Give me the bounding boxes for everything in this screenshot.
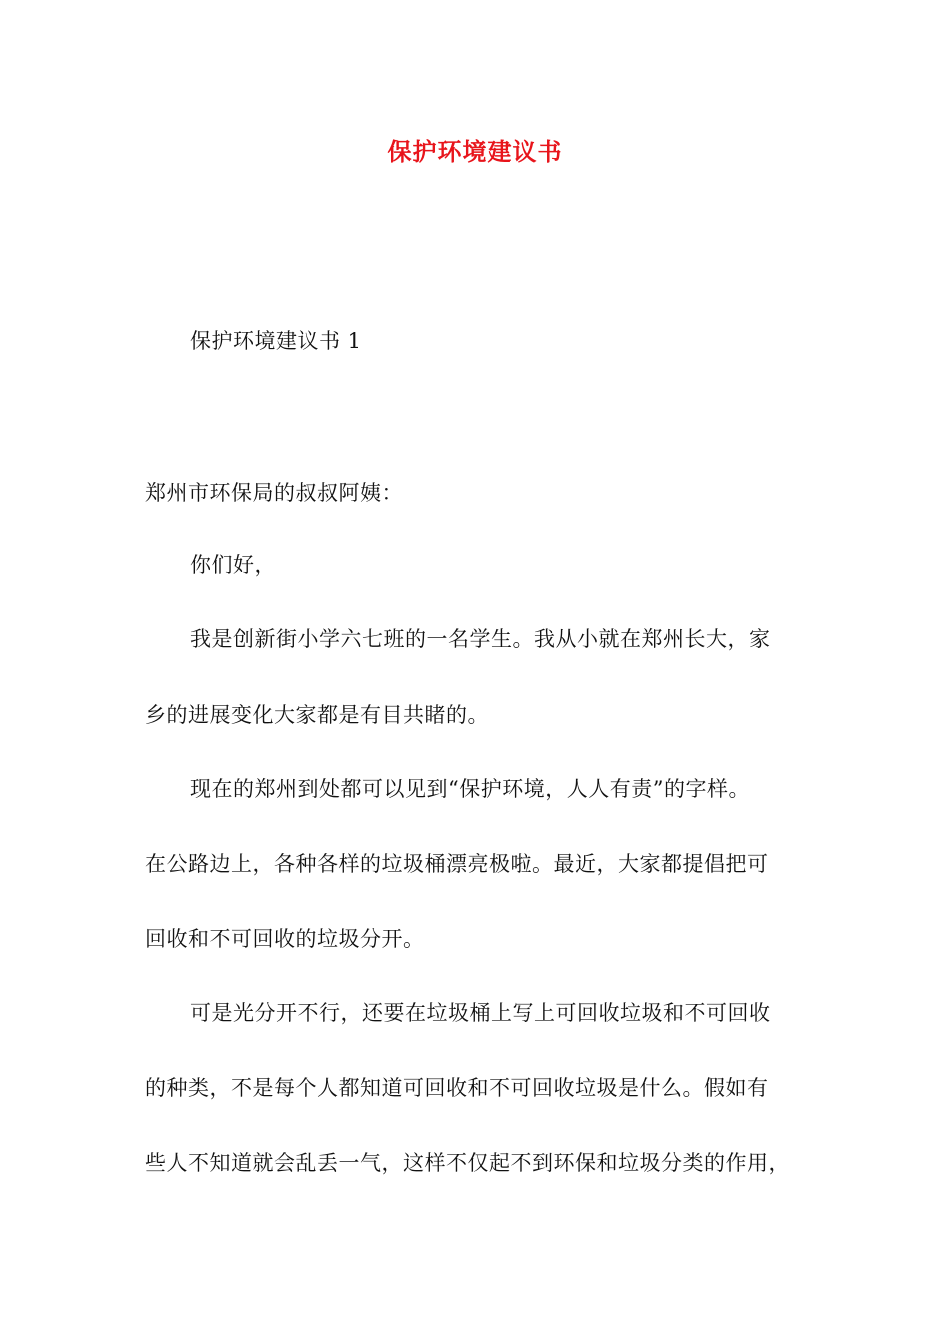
paragraph-line: 现在的郑州到处都可以见到“保护环境，人人有责”的字样。 xyxy=(190,777,750,801)
salutation: 郑州市环保局的叔叔阿姨： xyxy=(145,481,403,505)
paragraph-line: 回收和不可回收的垃圾分开。 xyxy=(145,927,425,951)
document-title: 保护环境建议书 xyxy=(387,137,563,166)
section-heading: 保护环境建议书 1 xyxy=(190,329,362,353)
paragraph-line: 我是创新街小学六七班的一名学生。我从小就在郑州长大，家 xyxy=(190,627,771,651)
paragraph-line: 在公路边上，各种各样的垃圾桶漂亮极啦。最近，大家都提倡把可 xyxy=(145,852,769,876)
paragraph-line: 的种类，不是每个人都知道可回收和不可回收垃圾是什么。假如有 xyxy=(145,1076,769,1100)
paragraph-line: 可是光分开不行，还要在垃圾桶上写上可回收垃圾和不可回收 xyxy=(190,1001,771,1025)
greeting: 你们好， xyxy=(190,553,276,577)
paragraph-line: 乡的进展变化大家都是有目共睹的。 xyxy=(145,703,489,727)
paragraph-line: 些人不知道就会乱丢一气，这样不仅起不到环保和垃圾分类的作用， xyxy=(145,1151,790,1175)
